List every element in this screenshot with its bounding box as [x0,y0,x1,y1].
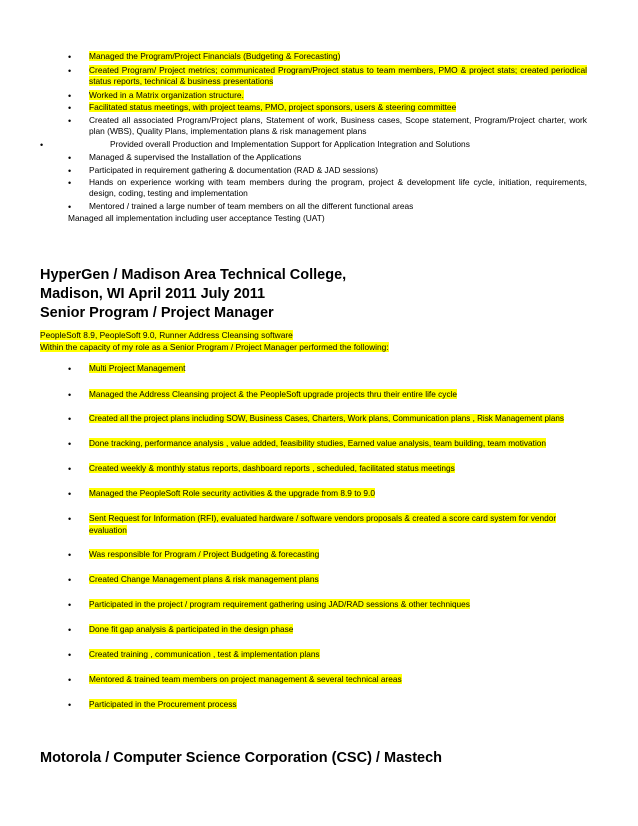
bullet: • [68,414,72,424]
list-item: Participated in the project / program requirement gathering using JAD/RAD sessions & other techniques [89,599,470,609]
bullet: • [68,489,72,499]
bullet: • [68,514,72,524]
list-item: Managed the Address Cleansing project & the PeopleSoft upgrade projects thru their entire life cycle [89,389,458,399]
list-item: Was responsible for Program / Project Budgeting & forecasting [89,549,320,559]
location-date-heading: Madison, WI April 2011 July 2011 [40,286,266,302]
list-item: Provided overall Production and Implementation Support for Application Integration and Solutions [110,139,470,149]
list-item: Facilitated status meetings, with project teams, PMO, project sponsors, users & steering committee [89,102,457,112]
list-item: Done fit gap analysis & participated in the design phase [89,624,294,634]
bullet: • [68,91,72,101]
list-item: Created weekly & monthly status reports, dashboard reports , scheduled, facilitated status meetings [89,463,455,473]
bullet: • [68,66,72,76]
bullet: • [68,600,72,610]
list-item: Multi Project Management [89,363,186,373]
tech-stack-line: PeopleSoft 8.9, PeopleSoft 9.0, Runner Address Cleansing software [40,330,293,340]
list-item: Managed the PeopleSoft Role security activities & the upgrade from 8.9 to 9.0 [89,488,375,498]
role-intro-line: Within the capacity of my role as a Senior Program / Project Manager performed the following: [40,342,389,352]
list-item: Sent Request for Information (RFI), evaluated hardware / software vendors proposals & created a score card system for vendor evaluation [89,513,557,535]
bullet: • [68,202,72,212]
bullet: • [68,116,72,126]
list-item: Participated in the Procurement process [89,699,237,709]
list-item: Created Program/ Project metrics; communicated Program/Project status to team members, PMO & project stats; created periodical status reports, technical & business presentations [89,65,587,87]
list-item: Worked in a Matrix organization structure. [89,90,244,100]
list-item: Managed & supervised the Installation of the Applications [89,152,302,162]
list-item: Created all associated Program/Project plans, Statement of work, Business cases, Scope statement, Program/Project charter, work plan (WBS), Quality Plans, implementation plans & risk management plans [89,115,587,137]
bullet: • [68,153,72,163]
employer-heading-2: Motorola / Computer Science Corporation (CSC) / Mastech [40,750,443,766]
bullet: • [68,166,72,176]
bullet: • [68,675,72,685]
bullet: • [68,52,72,62]
bullet: • [68,650,72,660]
list-item: Mentored / trained a large number of team members on all the different functional areas [89,201,414,211]
list-item: Created training , communication , test & implementation plans [89,649,320,659]
employer-heading: HyperGen / Madison Area Technical College, [40,267,347,283]
list-item: Created all the project plans including SOW, Business Cases, Charters, Work plans, Communication plans , Risk Management plans [89,414,564,423]
list-item: Done tracking, performance analysis , value added, feasibility studies, Earned value analysis, team building, team motivation [89,438,547,448]
bullet: • [68,103,72,113]
bullet: • [68,700,72,710]
bullet: • [40,140,44,150]
list-item: Mentored & trained team members on project management & several technical areas [89,674,402,684]
bullet: • [68,625,72,635]
role-heading: Senior Program / Project Manager [40,305,274,321]
bullet: • [68,178,72,188]
bullet: • [68,575,72,585]
trailing-line: Managed all implementation including user acceptance Testing (UAT) [68,213,325,223]
list-item: Hands on experience working with team members during the program, project & development life cycle, initiation, requirements, design, coding, testing and implementation [89,177,587,199]
bullet: • [68,464,72,474]
list-item: Managed the Program/Project Financials (Budgeting & Forecasting) [89,51,341,61]
bullet: • [68,364,72,374]
list-item: Created Change Management plans & risk management plans [89,574,319,584]
bullet: • [68,550,72,560]
bullet: • [68,439,72,449]
bullet: • [68,390,72,400]
list-item: Participated in requirement gathering & documentation (RAD & JAD sessions) [89,165,379,175]
